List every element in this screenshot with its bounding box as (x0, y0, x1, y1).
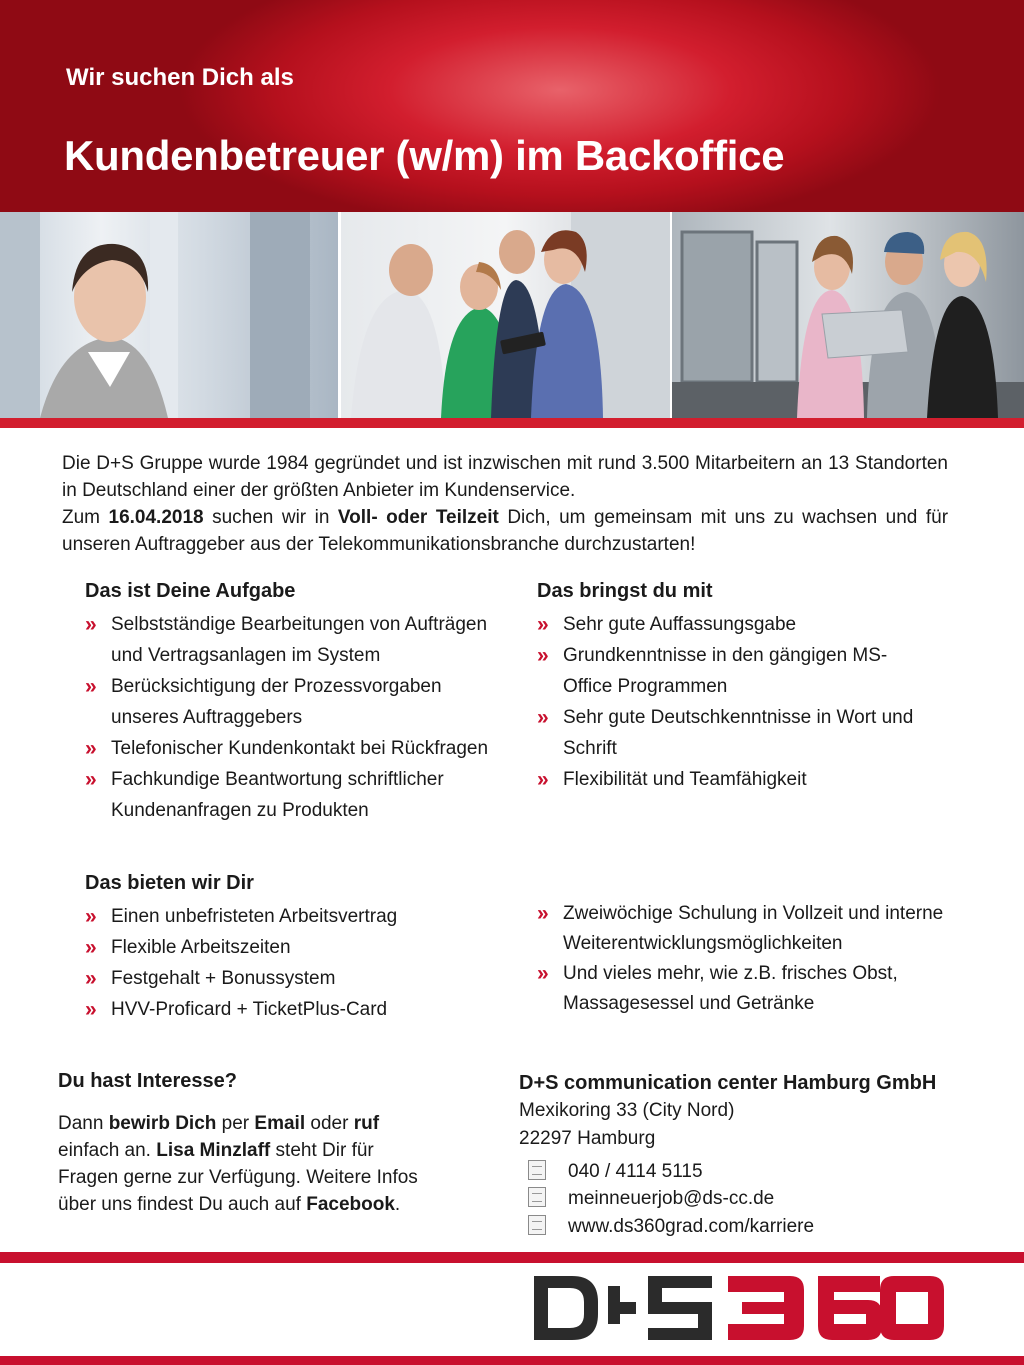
email-document-icon (528, 1187, 546, 1207)
chevron-right-icon: » (85, 967, 97, 990)
photo-team-tablet-illustration (341, 212, 670, 418)
chevron-right-icon: » (537, 613, 549, 636)
list-item: » HVV-Proficard + TicketPlus-Card (85, 994, 505, 1025)
chevron-right-icon: » (85, 998, 97, 1021)
section-title-aufgabe: Das ist Deine Aufgabe (85, 580, 296, 602)
list-item: » Sehr gute Deutschkenntnisse in Wort und Schrift (537, 702, 927, 764)
section-title-bieten: Das bieten wir Dir (85, 872, 254, 894)
list-item: » Einen unbefristeten Arbeitsvertrag (85, 901, 505, 932)
chevron-right-icon: » (85, 936, 97, 959)
list-item: » Sehr gute Auffassungsgabe (537, 609, 927, 640)
intro-paragraph-1: Die D+S Gruppe wurde 1984 gegründet und ist inzwischen mit rund 3.500 Mitarbeitern an 13 Standorten in Deutschland einer der größten Anbieter im Kundenservice. (62, 453, 948, 501)
bottom-red-stripe (0, 1356, 1024, 1365)
chevron-right-icon: » (85, 905, 97, 928)
chevron-right-icon: » (85, 768, 97, 791)
phone-document-icon (528, 1160, 546, 1180)
contact-phone (528, 1160, 703, 1183)
chevron-right-icon: » (537, 644, 549, 667)
company-city: 22297 Hamburg (519, 1128, 656, 1149)
photo-woman-portrait-illustration (0, 212, 338, 418)
header-banner (0, 0, 1024, 212)
intro-mode: Voll- oder Teilzeit (337, 507, 499, 528)
company-name: D+S communication center Hamburg GmbH (519, 1072, 937, 1094)
website-link[interactable]: www.ds360grad.com/karriere (568, 1216, 815, 1237)
intro-text (62, 450, 948, 558)
chevron-right-icon: » (537, 768, 549, 791)
chevron-right-icon: » (537, 902, 549, 925)
contact-email (528, 1187, 774, 1210)
company-street: Mexikoring 33 (City Nord) (519, 1100, 735, 1121)
chevron-right-icon: » (537, 706, 549, 729)
list-item: » Grundkenntnisse in den gängigen MS-Office Programmen (537, 640, 927, 702)
intro-mid: suchen wir in (212, 507, 330, 528)
ds360-logo (528, 1268, 948, 1348)
interest-text: Dann bewirb Dich per Email oder ruf einfach an. Lisa Minzlaff steht Dir für Fragen gerne zur Verfügung. Weitere Infos über uns findest Du auch auf Facebook. (58, 1113, 418, 1215)
intro-zum: Zum (62, 507, 100, 528)
footer-red-stripe (0, 1252, 1024, 1263)
email-address[interactable]: meinneuerjob@ds-cc.de (568, 1188, 775, 1209)
list-item: » Flexibilität und Teamfähigkeit (537, 764, 927, 795)
bieten-list-left (85, 901, 505, 1025)
chevron-right-icon: » (537, 962, 549, 985)
list-item: » Zweiwöchige Schulung in Vollzeit und interne Weiterentwicklungsmöglichkeiten (537, 899, 977, 959)
header-subtitle: Wir suchen Dich als (66, 64, 294, 91)
chevron-right-icon: » (85, 675, 97, 698)
mitbringen-list (537, 609, 927, 795)
list-item: » Und vieles mehr, wie z.B. frisches Obst, Massagesessel und Getränke (537, 959, 977, 1019)
list-item: » Fachkundige Beantwortung schriftlicher Kundenanfragen zu Produkten (85, 764, 505, 826)
web-document-icon (528, 1215, 546, 1235)
intro-end: Dich, um gemeinsam mit uns zu wachsen und für unseren Auftraggeber aus der Telekommunikationsbranche durchzustarten! (62, 507, 949, 555)
chevron-right-icon: » (85, 613, 97, 636)
red-divider-line (0, 418, 1024, 428)
photo-woman-portrait (0, 212, 338, 418)
bieten-list-right (537, 899, 977, 1019)
job-title: Kundenbetreuer (w/m) im Backoffice (64, 132, 785, 179)
list-item: » Berücksichtigung der Prozessvorgaben unseres Auftraggebers (85, 671, 505, 733)
photo-team-tablet (341, 212, 670, 418)
photo-team-laptop (672, 212, 1024, 418)
list-item: » Telefonischer Kundenkontakt bei Rückfragen (85, 733, 505, 764)
list-item: » Selbstständige Bearbeitungen von Aufträgen und Vertragsanlagen im System (85, 609, 505, 671)
intro-date: 16.04.2018 (108, 507, 204, 528)
interest-heading: Du hast Interesse? (58, 1070, 237, 1092)
aufgabe-list (85, 609, 505, 826)
section-title-mitbringen: Das bringst du mit (537, 580, 713, 602)
phone-number: 040 / 4114 5115 (568, 1161, 703, 1182)
list-item: » Festgehalt + Bonussystem (85, 963, 505, 994)
contact-web (528, 1215, 814, 1238)
intro-paragraph-2 (62, 504, 948, 558)
photo-team-laptop-illustration (672, 212, 1024, 418)
list-item: » Flexible Arbeitszeiten (85, 932, 505, 963)
chevron-right-icon: » (85, 737, 97, 760)
